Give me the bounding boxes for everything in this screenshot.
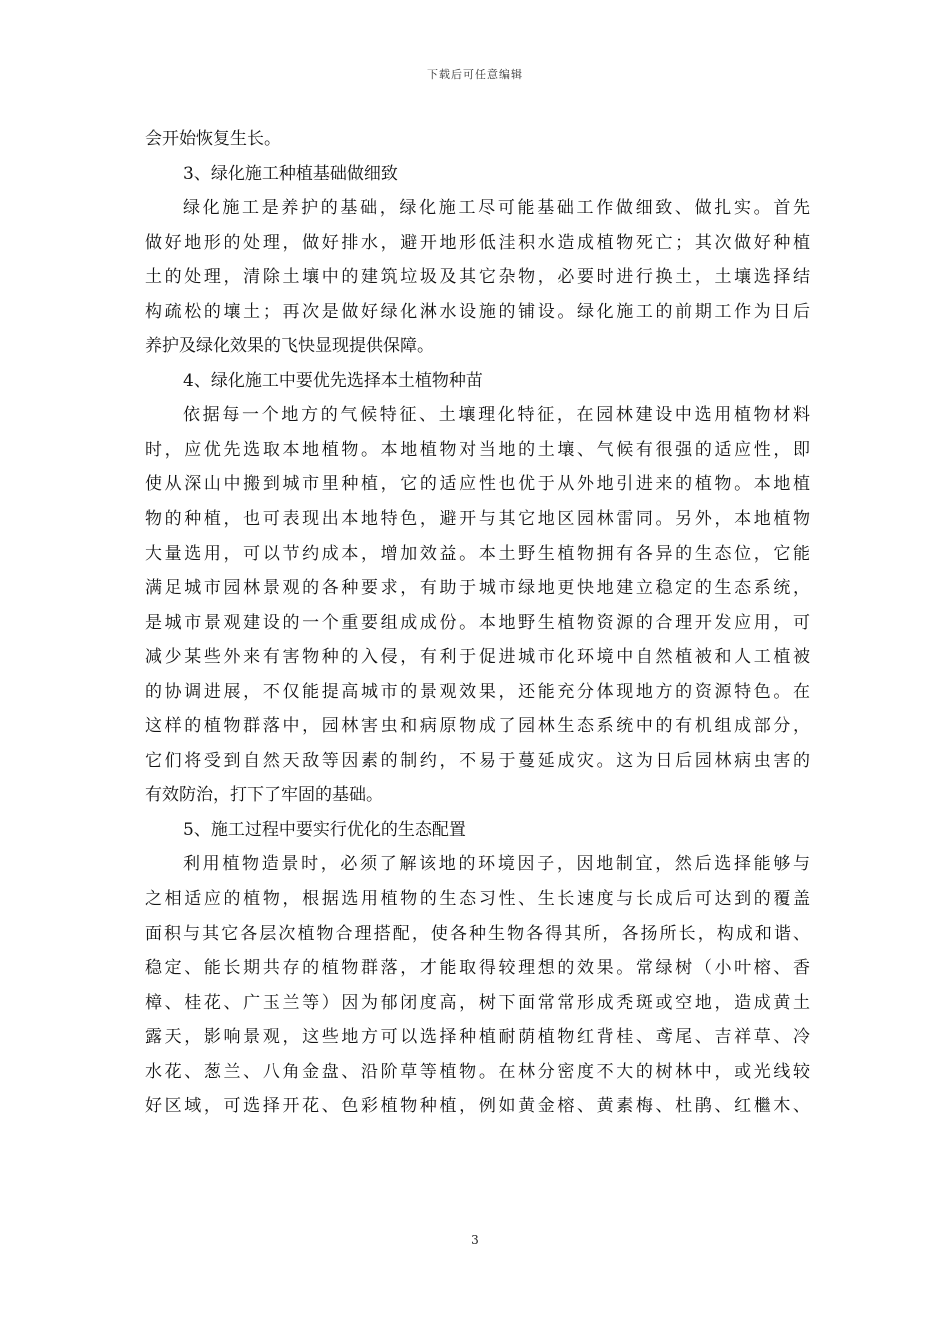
paragraph-line: 物的种植，也可表现出本地特色，避开与其它地区园林雷同。另外，本地植物 (145, 509, 810, 530)
paragraph-line: 土的处理，清除土壤中的建筑垃圾及其它杂物，必要时进行换土，土壤选择结 (145, 267, 810, 288)
paragraph-line: 之相适应的植物，根据选用植物的生态习性、生长速度与长成后可达到的覆盖 (145, 889, 810, 910)
page-number: 3 (471, 1233, 479, 1247)
paragraph-line: 好区域，可选择开花、色彩植物种植，例如黄金榕、黄素梅、杜鹃、红檵木、 (145, 1096, 810, 1117)
paragraph-line: 使从深山中搬到城市里种植，它的适应性也优于从外地引进来的植物。本地植 (145, 474, 810, 495)
paragraph-line: 是城市景观建设的一个重要组成成份。本地野生植物资源的合理开发应用，可 (145, 612, 810, 633)
paragraph-line: 构疏松的壤土；再次是做好绿化淋水设施的铺设。绿化施工的前期工作为日后 (145, 301, 810, 322)
paragraph-line: 会开始恢复生长。 (145, 129, 281, 149)
paragraph-line: 满足城市园林景观的各种要求，有助于城市绿地更快地建立稳定的生态系统， (145, 578, 810, 599)
paragraph-line: 稳定、能长期共存的植物群落，才能取得较理想的效果。常绿树（小叶榕、香 (145, 958, 810, 979)
paragraph-line: 面积与其它各层次植物合理搭配，使各种生物各得其所，各扬所长，构成和谐、 (145, 923, 810, 944)
paragraph-line: 利用植物造景时，必须了解该地的环境因子，因地制宜，然后选择能够与 (183, 854, 810, 875)
paragraph-line: 做好地形的处理，做好排水，避开地形低洼积水造成植物死亡；其次做好种植 (145, 232, 810, 253)
section-heading: 4、绿化施工中要优先选择本土植物种苗 (183, 370, 483, 391)
paragraph-line: 它们将受到自然天敌等因素的制约，不易于蔓延成灾。这为日后园林病虫害的 (145, 750, 810, 771)
paragraph-line: 时，应优先选取本地植物。本地植物对当地的土壤、气候有很强的适应性，即 (145, 439, 810, 460)
paragraph-line: 露天，影响景观，这些地方可以选择种植耐荫植物红背桂、鸢尾、吉祥草、冷 (145, 1027, 810, 1048)
paragraph-line: 依据每一个地方的气候特征、土壤理化特征，在园林建设中选用植物材料 (183, 405, 810, 426)
section-heading: 5、施工过程中要实行优化的生态配置 (183, 819, 466, 840)
paragraph-line: 的协调进展，不仅能提高城市的景观效果，还能充分体现地方的资源特色。在 (145, 681, 810, 702)
section-heading: 3、绿化施工种植基础做细致 (183, 163, 398, 184)
paragraph-line: 樟、桂花、广玉兰等）因为郁闭度高，树下面常常形成秃斑或空地，造成黄土 (145, 992, 810, 1013)
paragraph-line: 有效防治，打下了牢固的基础。 (145, 785, 383, 806)
paragraph-line: 养护及绿化效果的飞快显现提供保障。 (145, 336, 434, 357)
paragraph-line: 水花、葱兰、八角金盘、沿阶草等植物。在林分密度不大的树林中，或光线较 (145, 1061, 810, 1082)
paragraph-line: 减少某些外来有害物种的入侵，有利于促进城市化环境中自然植被和人工植被 (145, 647, 810, 668)
paragraph-line: 绿化施工是养护的基础，绿化施工尽可能基础工作做细致、做扎实。首先 (183, 198, 810, 219)
paragraph-line: 大量选用，可以节约成本，增加效益。本土野生植物拥有各异的生态位，它能 (145, 543, 810, 564)
paragraph-line: 这样的植物群落中，园林害虫和病原物成了园林生态系统中的有机组成部分， (145, 716, 810, 737)
document-body (145, 122, 810, 1124)
page-header: 下载后可任意编辑 (427, 68, 523, 81)
